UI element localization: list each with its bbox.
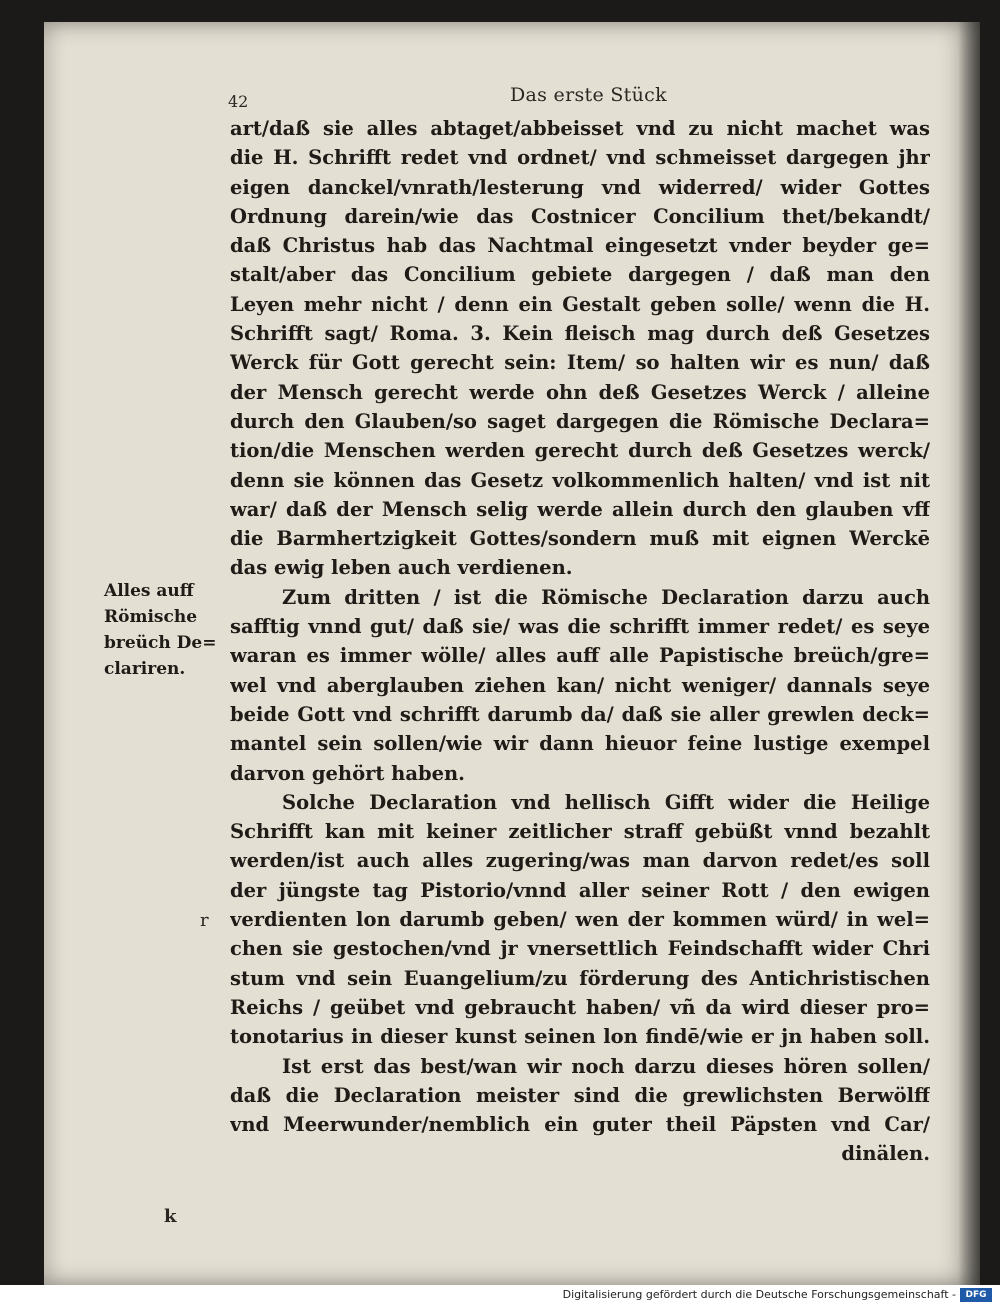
text-line: daß die Declaration meister sind die grewlichsten Berwölff — [230, 1083, 930, 1107]
text-line: Reichs / geübet vnd gebraucht haben/ vñ da wird dieser pro= — [230, 995, 930, 1019]
text-line: durch den Glauben/so saget dargegen die Römische Declara= — [230, 409, 930, 433]
text-line: der Mensch gerecht werde ohn deß Gesetzes Werck / alleine — [230, 380, 930, 404]
text-line: verdienten lon darumb geben/ wen der kommen würd/ in wel= — [230, 908, 930, 932]
text-line: art/daß sie alles abtaget/abbeisset vnd zu nicht machet was — [230, 117, 930, 140]
dfg-logo: DFG — [960, 1288, 992, 1302]
signature-mark: k — [164, 1206, 177, 1227]
funding-notice: Digitalisierung gefördert durch die Deutsche Forschungsgemeinschaft - — [562, 1288, 956, 1301]
text-line: tion/die Menschen werden gerecht durch deß Gesetzes werck/ — [230, 439, 930, 463]
text-line: wel vnd aberglauben ziehen kan/ nicht weniger/ dannals seye — [230, 673, 930, 697]
marginal-note — [104, 578, 217, 682]
text-line: Leyen mehr nicht / denn ein Gestalt geben solle/ wenn die H. — [230, 292, 930, 316]
text-line: das ewig leben auch verdienen. — [230, 556, 573, 580]
footer-bar — [0, 1285, 1000, 1306]
marginal-mark: r — [200, 910, 209, 931]
text-line: daß Christus hab das Nachtmal eingesetzt vnder beyder ge= — [230, 234, 930, 258]
body-text — [230, 114, 930, 1169]
text-line: die Barmhertzigkeit Gottes/sondern muß mit eignen Werckē — [230, 527, 930, 551]
text-line: war/ daß der Mensch selig werde allein durch den glauben vff — [230, 497, 930, 521]
text-line: Schrifft kan mit keiner zeitlicher straff gebüßt vnnd bezahlt — [230, 820, 930, 844]
text-line: eigen danckel/vnrath/lesterung vnd widerred/ wider Gottes — [230, 175, 930, 199]
text-line: der jüngste tag Pistorio/vnnd aller seiner Rott / den ewigen — [230, 878, 930, 902]
running-head: Das erste Stück — [510, 84, 667, 106]
text-line: Solche Declaration vnd hellisch Gifft wider die Heilige — [282, 790, 930, 814]
text-line: stalt/aber das Concilium gebiete dargegen / daß man den — [230, 263, 930, 287]
text-line: stum vnd sein Euangelium/zu förderung des Antichristischen — [230, 966, 930, 990]
text-line: chen sie gestochen/vnd jr vnersettlich Feindschafft wider Chri — [230, 937, 930, 961]
marginal-note-line: breüch De= — [104, 633, 217, 653]
text-line: Ist erst das best/wan wir noch darzu dieses hören sollen/ — [282, 1054, 930, 1078]
text-line: Werck für Gott gerecht sein: Item/ so halten wir es nun/ daß — [230, 351, 930, 375]
text-line: die H. Schrifft redet vnd ordnet/ vnd schmeisset dargegen jhr — [230, 146, 930, 170]
text-line: werden/ist auch alles zugering/was man darvon redet/es soll — [230, 849, 930, 873]
marginal-note-line: Alles auff — [104, 581, 194, 601]
text-line: Zum dritten / ist die Römische Declaration darzu auch — [282, 585, 930, 609]
text-line: Ordnung darein/wie das Costnicer Concilium thet/bekandt/ — [230, 204, 930, 228]
text-line: denn sie können das Gesetz volkommenlich halten/ vnd ist nit — [230, 468, 930, 492]
text-line: Schrifft sagt/ Roma. 3. Kein fleisch mag durch deß Gesetzes — [230, 322, 930, 346]
text-line: dinälen. — [841, 1142, 930, 1166]
page-gutter-shadow — [958, 22, 980, 1285]
marginal-note-line: clariren. — [104, 659, 186, 679]
book-page — [44, 22, 980, 1285]
text-line: safftig vnnd gut/ daß sie/ was die schrifft immer redet/ es seye — [230, 615, 930, 639]
text-line: vnd Meerwunder/nemblich ein guter theil Päpsten vnd Car/ — [230, 1113, 930, 1137]
text-line: waran es immer wölle/ alles auff alle Papistische breüch/gre= — [230, 644, 930, 668]
text-line: beide Gott vnd schrifft darumb da/ daß sie aller grewlen deck= — [230, 702, 930, 726]
marginal-note-line: Römische — [104, 607, 198, 627]
text-line: darvon gehört haben. — [230, 761, 465, 785]
page-number: 42 — [228, 92, 249, 111]
text-line: mantel sein sollen/wie wir dann hieuor feine lustige exempel — [230, 732, 930, 756]
text-line: tonotarius in dieser kunst seinen lon findē/wie er jn haben soll. — [230, 1025, 930, 1049]
